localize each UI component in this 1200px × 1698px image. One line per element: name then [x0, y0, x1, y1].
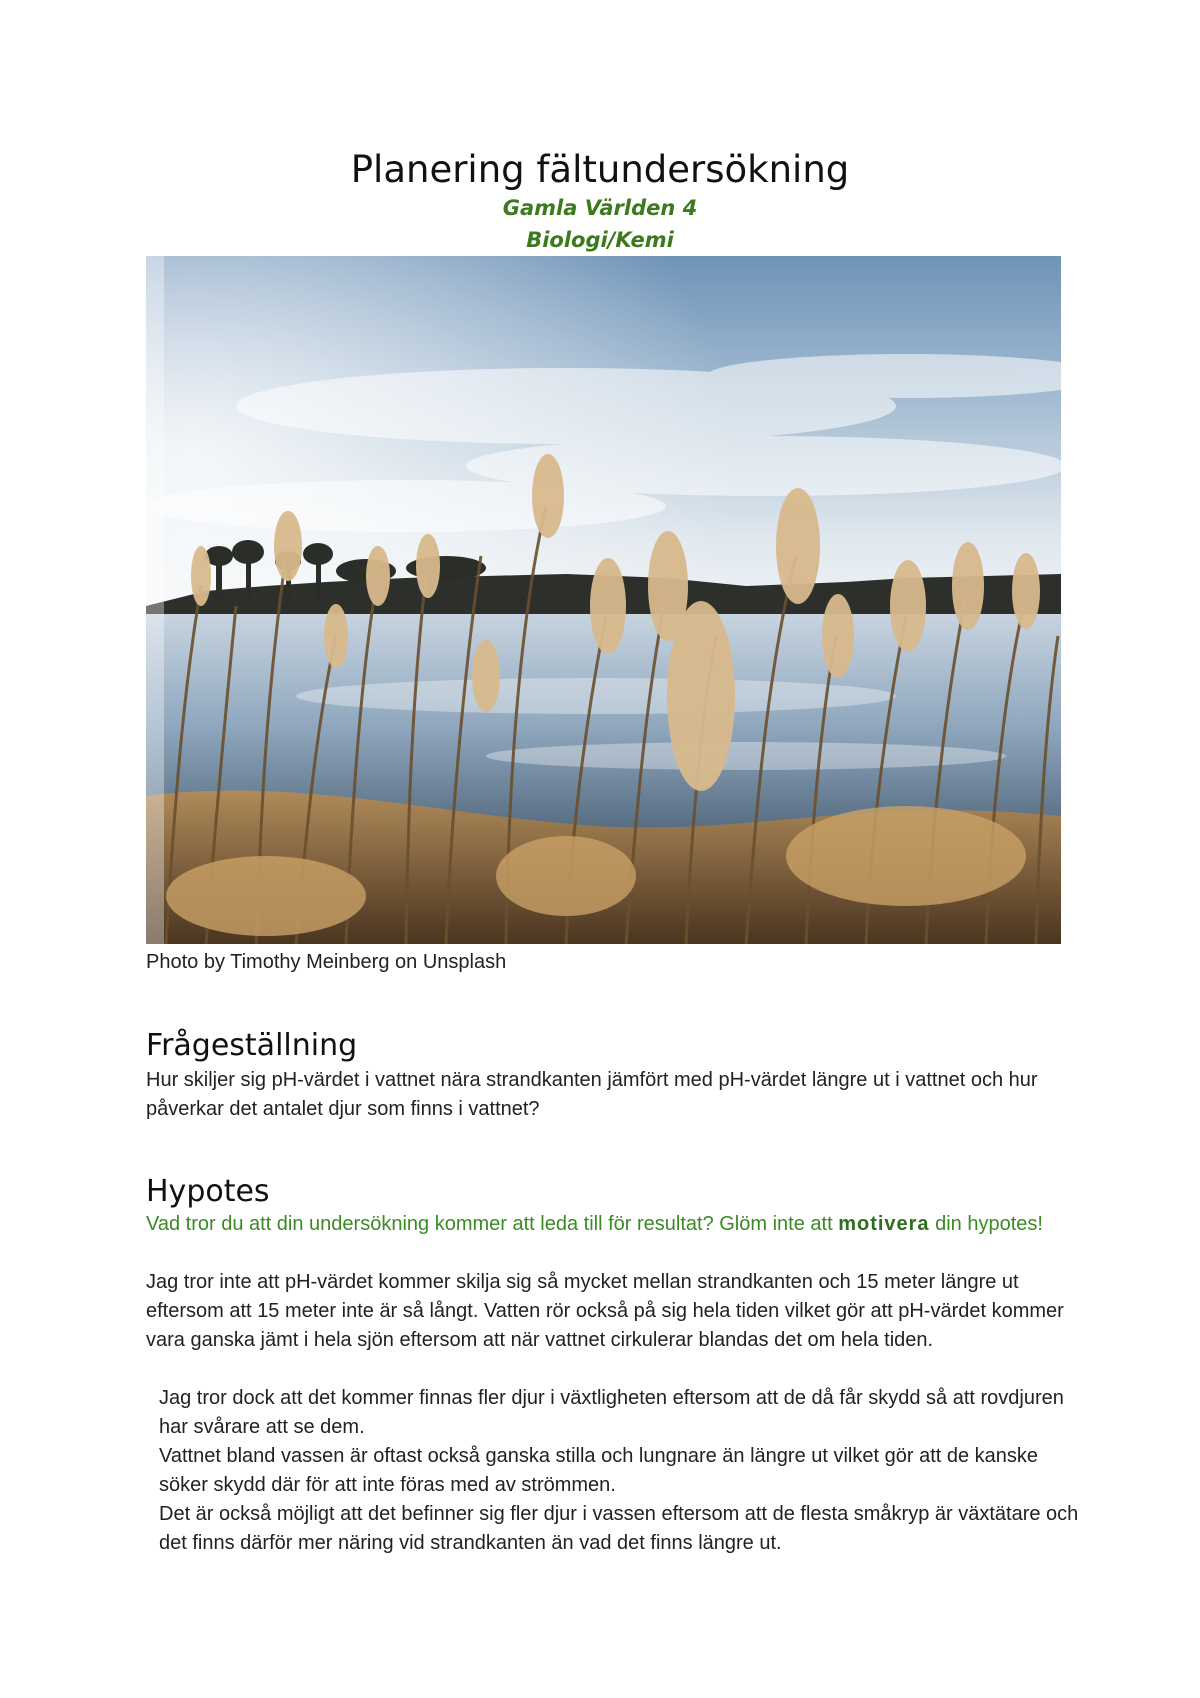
hypothesis-prompt — [146, 1210, 1066, 1239]
prompt-text-start: Vad tror du att din undersökning kommer att leda till för resultat? Glöm inte att — [146, 1213, 839, 1235]
course-subtitle: Gamla Världen 4 — [502, 196, 698, 220]
hypothesis-paragraph-1: Jag tror inte att pH-värdet kommer skilja sig så mycket mellan strandkanten och 15 meter längre ut eftersom att 15 meter inte är så långt. Vatten rör också på sig hela tiden vilket gör att pH-värdet kommer vara ganska jämt i hela sjön eftersom att när vattnet cirkulerar blandas det om hela tiden. — [146, 1271, 1064, 1351]
prompt-text-end: din hypotes! — [929, 1213, 1043, 1235]
page-title: Planering fältundersökning — [350, 148, 850, 191]
subject-subtitle: Biologi/Kemi — [526, 228, 674, 252]
lake-reeds-illustration — [146, 256, 1061, 944]
hypothesis-paragraph-2: Jag tror dock att det kommer finnas fler djur i växtligheten eftersom att de då får skydd så att rovdjuren har svårare att se dem. — [159, 1387, 1064, 1438]
hypothesis-heading: Hypotes — [146, 1174, 270, 1209]
hypothesis-paragraph-4: Det är också möjligt att det befinner sig fler djur i vassen eftersom att de flesta småkryp är växtätare och det finns därför mer näring vid strandkanten än vad det finns längre ut. — [159, 1503, 1079, 1554]
question-text: Hur skiljer sig pH-värdet i vattnet nära strandkanten jämfört med pH-värdet längre ut i vattnet och hur påverkar det antalet djur som finns i vattnet? — [146, 1069, 1038, 1120]
lake-reeds-photo — [146, 256, 1061, 944]
photo-caption: Photo by Timothy Meinberg on Unsplash — [146, 951, 507, 973]
hypothesis-paragraph-3: Vattnet bland vassen är oftast också ganska stilla och lungnare än längre ut vilket gör att de kanske söker skydd där för att inte föras med av strömmen. — [159, 1445, 1039, 1496]
prompt-emphasis: motivera — [838, 1213, 930, 1235]
question-heading: Frågeställning — [146, 1028, 358, 1063]
